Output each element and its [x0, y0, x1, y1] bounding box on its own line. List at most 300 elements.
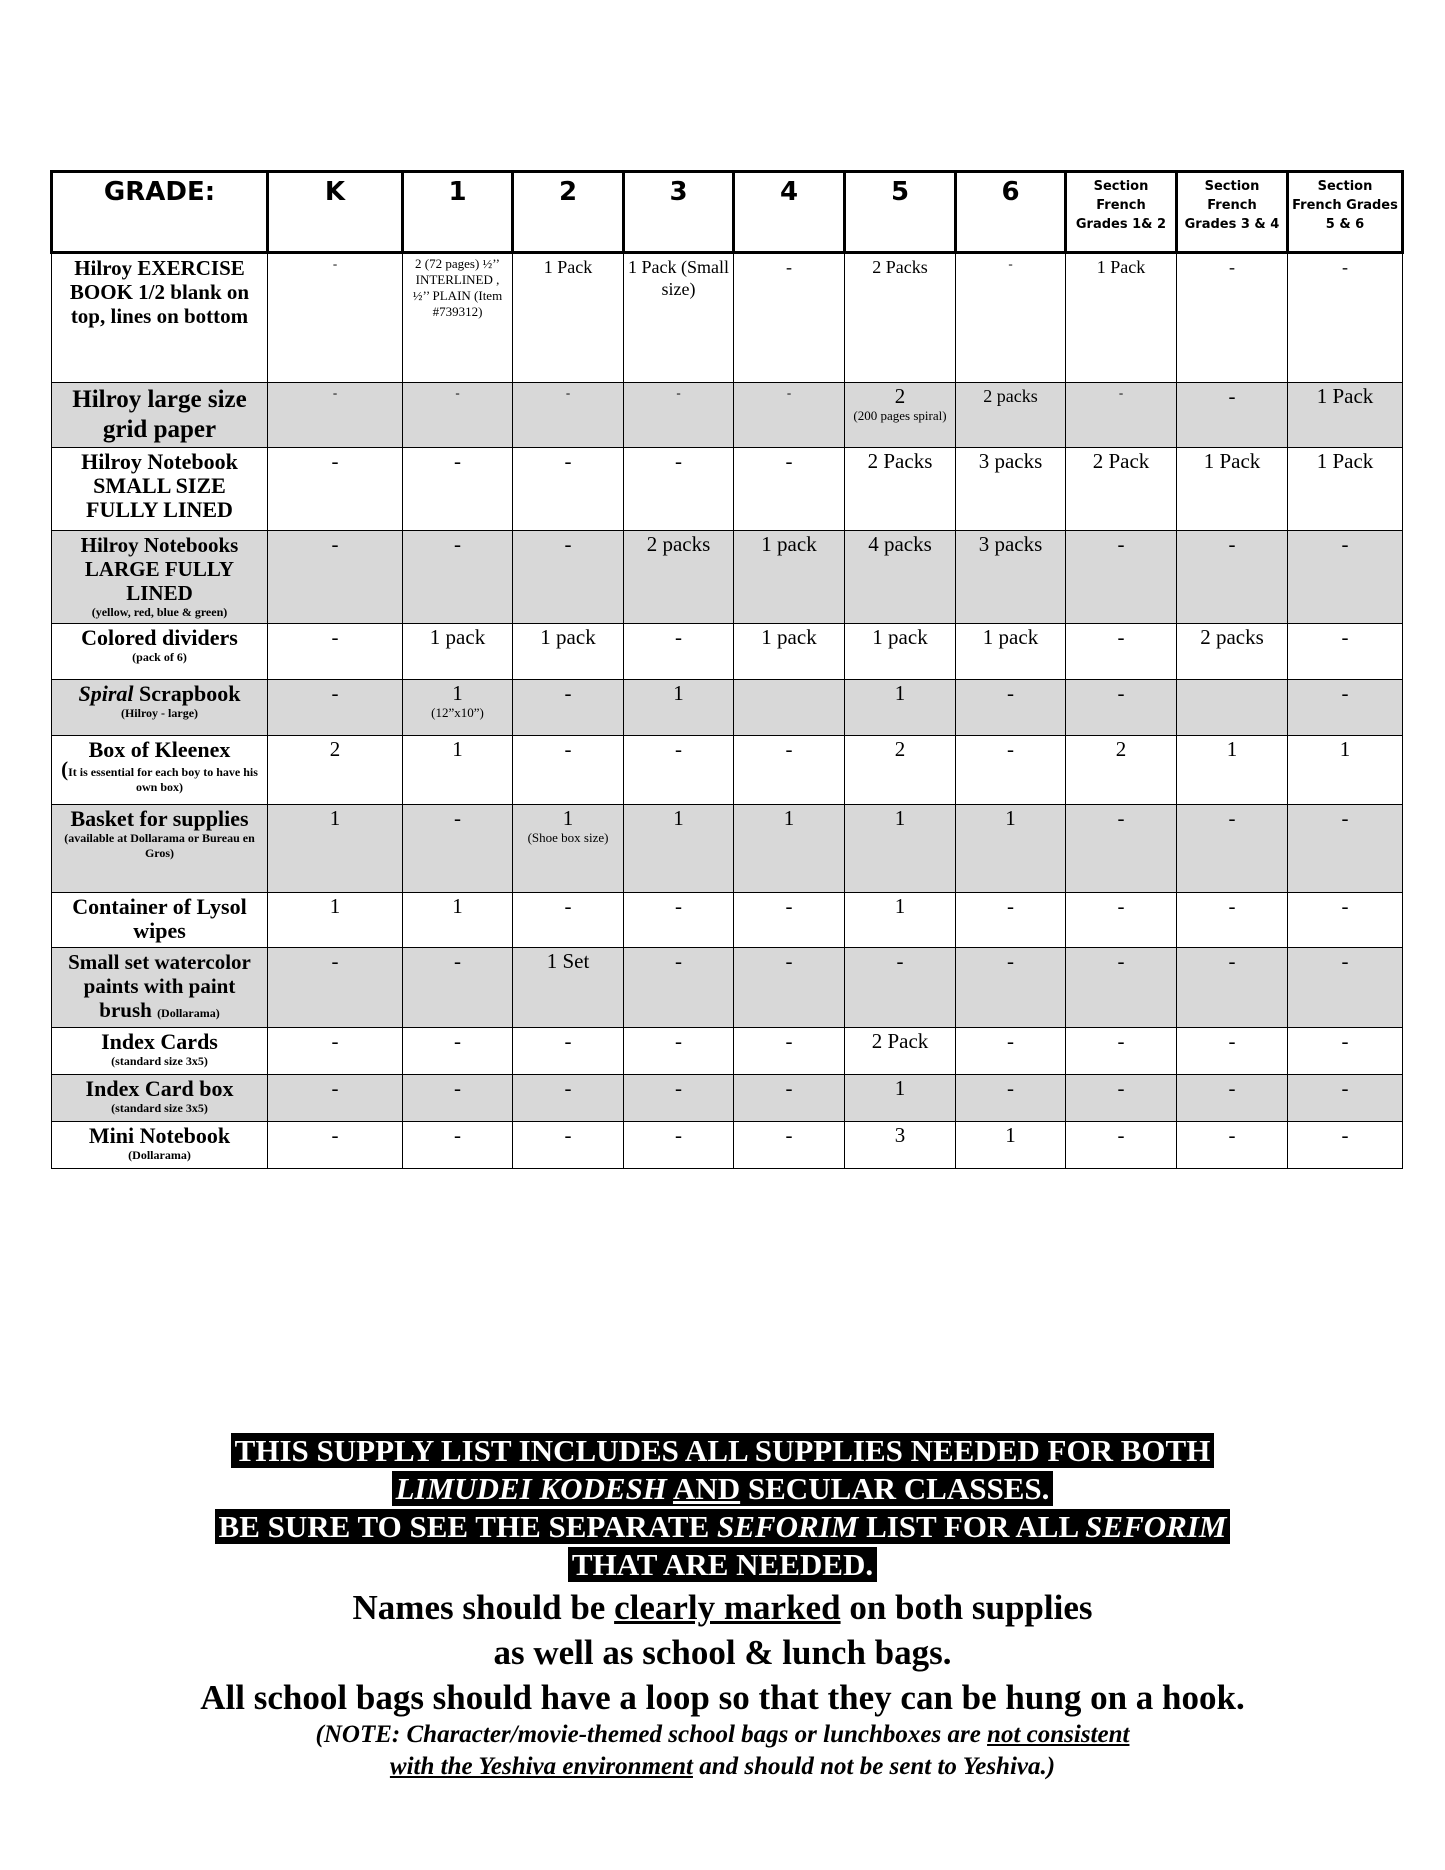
- cell-value: -: [564, 894, 572, 918]
- cell-value: 1 Pack: [1316, 449, 1374, 473]
- cell-value: -: [1341, 1123, 1349, 1147]
- cell: [845, 1075, 956, 1122]
- cell: [845, 383, 956, 448]
- cell: [403, 531, 513, 624]
- cell-note: (12”x10”): [431, 705, 484, 720]
- cell-value: -: [1341, 894, 1349, 918]
- cell-value: -: [785, 1076, 793, 1100]
- item-name-text: Small set watercolor paints with paint brush: [68, 950, 251, 1022]
- cell-value: 2: [894, 737, 906, 761]
- cell-value: -: [454, 449, 461, 473]
- table-row: [52, 680, 1403, 736]
- cell: [624, 805, 734, 893]
- cell-value: 4 packs: [868, 532, 932, 556]
- item-note: (Dollarama): [157, 1006, 220, 1020]
- cell: [1177, 383, 1288, 448]
- header-grade: GRADE:: [52, 172, 268, 253]
- cell: [1066, 1075, 1177, 1122]
- cell-value: 1 pack: [540, 625, 596, 649]
- cell-note: (Shoe box size): [527, 830, 609, 845]
- footer-notice: [0, 1432, 1445, 1783]
- item-name: Colored dividers: [81, 625, 238, 650]
- cell-value: -: [675, 625, 682, 649]
- item-name: [55, 682, 264, 706]
- note-line-2: [0, 1751, 1445, 1783]
- cell-value: -: [675, 737, 682, 761]
- cell: [403, 893, 513, 948]
- cell-value: -: [1342, 257, 1348, 277]
- cell-value: -: [565, 385, 571, 400]
- cell-value: -: [1117, 1029, 1125, 1053]
- item-note: [55, 757, 264, 795]
- cell: [403, 805, 513, 893]
- cell: [956, 736, 1066, 805]
- cell-value: -: [454, 532, 461, 556]
- cell: [403, 948, 513, 1028]
- cell: [624, 253, 734, 383]
- header-french-5-6: Section French Grades 5 & 6: [1288, 172, 1403, 253]
- cell-value: -: [1117, 681, 1125, 705]
- cell: [513, 1028, 624, 1075]
- note-text-rest: and should not be sent to Yeshiva.): [699, 1753, 1056, 1780]
- names-instruction-2: as well as school & lunch bags.: [493, 1633, 952, 1672]
- cell-value: -: [1229, 257, 1235, 277]
- cell-value: -: [675, 1123, 682, 1147]
- cell: [513, 253, 624, 383]
- notice-highlight: [392, 1471, 1054, 1506]
- cell-value: -: [331, 681, 339, 705]
- header-french-1-2: Section French Grades 1& 2: [1066, 172, 1177, 253]
- cell-value: -: [332, 385, 338, 400]
- item-cell: [52, 624, 268, 680]
- cell: [734, 805, 845, 893]
- cell-value: -: [454, 949, 461, 973]
- cell: [403, 253, 513, 383]
- cell: [1177, 448, 1288, 531]
- item-cell: [52, 253, 268, 383]
- cell: [513, 448, 624, 531]
- cell: [624, 893, 734, 948]
- cell: [268, 383, 403, 448]
- cell-value: -: [1007, 681, 1014, 705]
- cell: [956, 1122, 1066, 1169]
- cell: [734, 448, 845, 531]
- cell: [956, 531, 1066, 624]
- cell: [513, 680, 624, 736]
- cell: [624, 736, 734, 805]
- cell-value: -: [454, 1029, 461, 1053]
- notice-line-1: [0, 1432, 1445, 1470]
- cell: [513, 624, 624, 680]
- item-name: Hilroy large size grid paper: [72, 386, 247, 443]
- table-row: [52, 893, 1403, 948]
- cell: [513, 383, 624, 448]
- cell-value: -: [1117, 625, 1125, 649]
- cell: [1288, 253, 1403, 383]
- cell: [1288, 736, 1403, 805]
- item-name-italic: Spiral: [78, 681, 134, 706]
- cell: [1288, 383, 1403, 448]
- cell-value: -: [1117, 949, 1125, 973]
- cell: [1288, 893, 1403, 948]
- cell-value: 1 pack: [761, 532, 817, 556]
- header-k: K: [268, 172, 403, 253]
- cell: [268, 948, 403, 1028]
- cell: [956, 448, 1066, 531]
- cell: [956, 1028, 1066, 1075]
- cell-value: 2 Packs: [872, 257, 928, 277]
- cell-value: -: [786, 257, 792, 277]
- cell-value: -: [896, 949, 904, 973]
- hook-instruction: All school bags should have a loop so that they can be hung on a hook.: [200, 1678, 1245, 1717]
- item-cell: [52, 1122, 268, 1169]
- cell: [403, 680, 513, 736]
- cell: [513, 805, 624, 893]
- cell-value: -: [1341, 1076, 1349, 1100]
- note-line-1: [0, 1719, 1445, 1751]
- table-row: [52, 1075, 1403, 1122]
- item-name: Mini Notebook: [88, 1123, 231, 1148]
- item-name: Container of Lysol wipes: [72, 894, 247, 943]
- not-consistent-text: not consistent: [987, 1721, 1130, 1748]
- cell-value: 2: [1115, 737, 1127, 761]
- cell-value: 1 Pack (Small size): [628, 257, 729, 299]
- cell: [268, 1122, 403, 1169]
- cell: [1177, 736, 1288, 805]
- cell-value: -: [1228, 1029, 1236, 1053]
- cell-value: -: [1228, 894, 1236, 918]
- and-text: AND: [672, 1471, 741, 1506]
- cell-value: -: [454, 1123, 461, 1147]
- table-row: [52, 1028, 1403, 1075]
- cell: [1066, 736, 1177, 805]
- item-cell: [52, 948, 268, 1028]
- table-row: [52, 531, 1403, 624]
- cell-value: -: [676, 385, 681, 400]
- cell: [1288, 1028, 1403, 1075]
- cell-value: -: [1228, 949, 1236, 973]
- cell: [956, 383, 1066, 448]
- header-french-3-4: Section French Grades 3 & 4: [1177, 172, 1288, 253]
- cell-value: 1: [673, 806, 684, 830]
- item-cell: [52, 736, 268, 805]
- cell: [513, 948, 624, 1028]
- cell-value: -: [1007, 1029, 1014, 1053]
- cell: [1066, 624, 1177, 680]
- cell: [268, 736, 403, 805]
- cell: [734, 680, 845, 736]
- cell: [845, 531, 956, 624]
- cell: [1288, 624, 1403, 680]
- cell: [845, 1028, 956, 1075]
- cell-value: -: [1341, 532, 1349, 556]
- cell-value: -: [1341, 625, 1349, 649]
- header-grade-6: 6: [956, 172, 1066, 253]
- cell: [845, 736, 956, 805]
- item-cell: [52, 531, 268, 624]
- clearly-marked-text: clearly marked: [614, 1588, 841, 1627]
- item-name-rest: Scrapbook: [139, 681, 241, 706]
- cell-value: -: [1008, 256, 1013, 271]
- cell: [1177, 680, 1288, 736]
- cell: [1066, 948, 1177, 1028]
- item-note: (standard size 3x5): [111, 1054, 208, 1068]
- cell-value: 1: [673, 681, 684, 705]
- cell: [956, 805, 1066, 893]
- secular-classes-text: SECULAR CLASSES.: [747, 1471, 1050, 1506]
- table-row: [52, 1122, 1403, 1169]
- cell: [268, 448, 403, 531]
- cell: [734, 1028, 845, 1075]
- notice-line-3: [0, 1508, 1445, 1546]
- cell-value: -: [1007, 1076, 1014, 1100]
- cell-value: 1 pack: [761, 625, 817, 649]
- cell: [624, 383, 734, 448]
- cell-value: -: [455, 385, 460, 400]
- item-note: (yellow, red, blue & green): [91, 605, 228, 619]
- item-name: Box of Kleenex: [88, 737, 231, 762]
- cell-value: -: [1341, 949, 1349, 973]
- cell-value: 3 packs: [978, 449, 1043, 473]
- cell: [1288, 448, 1403, 531]
- cell: [845, 805, 956, 893]
- item-note: (available at Dollarama or Bureau en Gros): [64, 831, 255, 860]
- cell: [268, 624, 403, 680]
- header-row: [52, 172, 1403, 253]
- cell: [956, 680, 1066, 736]
- cell: [403, 1122, 513, 1169]
- cell-value: -: [786, 385, 792, 400]
- cell: [268, 1075, 403, 1122]
- cell-value: -: [454, 806, 461, 830]
- cell: [734, 948, 845, 1028]
- cell-value: 1: [783, 806, 795, 830]
- cell: [734, 1075, 845, 1122]
- cell: [1066, 383, 1177, 448]
- header-grade-1: 1: [403, 172, 513, 253]
- cell-value: -: [1007, 949, 1014, 973]
- header-grade-4: 4: [734, 172, 845, 253]
- item-cell: [52, 1075, 268, 1122]
- cell-value: 1: [329, 894, 341, 918]
- see-separate-text: BE SURE TO SEE THE SEPARATE: [218, 1509, 710, 1544]
- cell: [624, 680, 734, 736]
- cell-value: -: [1341, 806, 1349, 830]
- cell-value: 1: [452, 894, 463, 918]
- cell: [845, 680, 956, 736]
- cell: [1177, 624, 1288, 680]
- cell-note: (200 pages spiral): [853, 408, 947, 423]
- cell: [624, 624, 734, 680]
- cell-value: 3: [894, 1123, 906, 1147]
- cell-value: -: [1228, 1123, 1236, 1147]
- cell: [403, 448, 513, 531]
- cell-value: 2: [329, 737, 341, 761]
- cell: [956, 253, 1066, 383]
- cell-value: 1: [1005, 806, 1016, 830]
- item-cell: [52, 680, 268, 736]
- cell-value: -: [331, 949, 339, 973]
- cell-value: -: [1117, 1076, 1125, 1100]
- cell: [956, 948, 1066, 1028]
- cell: [1288, 805, 1403, 893]
- table-row: [52, 624, 1403, 680]
- cell-value: -: [675, 949, 682, 973]
- cell: [403, 1075, 513, 1122]
- cell: [734, 736, 845, 805]
- cell-value: 1: [894, 1076, 906, 1100]
- cell-value: -: [1228, 532, 1236, 556]
- cell: [845, 893, 956, 948]
- cell-value: 1 pack: [982, 625, 1039, 649]
- cell-value: -: [564, 1029, 572, 1053]
- cell: [403, 736, 513, 805]
- header-grade-5: 5: [845, 172, 956, 253]
- cell-value: 2 Pack: [871, 1029, 929, 1053]
- cell: [845, 1122, 956, 1169]
- cell-value: 2 Pack: [1092, 449, 1150, 473]
- cell-value: -: [785, 737, 793, 761]
- cell-value: -: [1117, 806, 1125, 830]
- cell-value: 2 packs: [983, 386, 1038, 406]
- yeshiva-environment-text: with the Yeshiva environment: [389, 1753, 693, 1780]
- cell-value: -: [564, 681, 572, 705]
- cell: [1066, 893, 1177, 948]
- cell: [845, 624, 956, 680]
- cell: [734, 383, 845, 448]
- item-cell: [52, 805, 268, 893]
- note-text: (NOTE: Character/movie-themed school bags or lunchboxes are: [315, 1721, 981, 1748]
- cell-value: -: [1341, 681, 1349, 705]
- cell-value: -: [331, 1076, 339, 1100]
- cell-value: -: [785, 449, 793, 473]
- cell: [956, 1075, 1066, 1122]
- cell-value: 1: [452, 737, 463, 761]
- item-cell: [52, 383, 268, 448]
- cell: [268, 680, 403, 736]
- cell-value: -: [564, 532, 572, 556]
- cell: [1066, 253, 1177, 383]
- cell: [624, 1122, 734, 1169]
- cell-value: -: [331, 625, 339, 649]
- cell: [956, 624, 1066, 680]
- seforim-text: SEFORIM: [1085, 1509, 1227, 1544]
- cell: [734, 624, 845, 680]
- cell: [624, 448, 734, 531]
- item-name: [55, 950, 264, 1025]
- notice-highlight: THIS SUPPLY LIST INCLUDES ALL SUPPLIES NEEDED FOR BOTH: [231, 1433, 1215, 1468]
- cell: [624, 531, 734, 624]
- cell: [734, 531, 845, 624]
- item-cell: [52, 448, 268, 531]
- cell: [1066, 680, 1177, 736]
- item-cell: [52, 1028, 268, 1075]
- names-instruction-1: [0, 1586, 1445, 1629]
- table-row: [52, 448, 1403, 531]
- cell-value: -: [331, 449, 339, 473]
- cell: [268, 531, 403, 624]
- cell-value: -: [1341, 1029, 1349, 1053]
- cell: [734, 893, 845, 948]
- cell: [1066, 448, 1177, 531]
- names-text-rest: on both supplies: [849, 1588, 1093, 1627]
- cell-value: -: [454, 1076, 461, 1100]
- cell-value: -: [331, 532, 339, 556]
- cell: [624, 948, 734, 1028]
- item-note: (standard size 3x5): [111, 1101, 208, 1115]
- table-row: [52, 736, 1403, 805]
- table-row: [52, 805, 1403, 893]
- cell-value: -: [1228, 384, 1236, 408]
- names-text: Names should be: [352, 1588, 606, 1627]
- cell-value: -: [564, 1123, 572, 1147]
- item-cell: [52, 893, 268, 948]
- cell: [1177, 893, 1288, 948]
- cell: [268, 1028, 403, 1075]
- cell: [1066, 531, 1177, 624]
- cell-value: -: [564, 737, 572, 761]
- cell: [513, 531, 624, 624]
- cell: [513, 1122, 624, 1169]
- cell-value: 2 (72 pages) ½’’ INTERLINED , ½’’ PLAIN (Item #739312): [412, 256, 503, 319]
- cell-value: -: [331, 1029, 339, 1053]
- cell-value: 1 Pack: [1316, 384, 1374, 408]
- cell-value: -: [675, 1076, 682, 1100]
- cell: [1066, 1122, 1177, 1169]
- cell-value: -: [785, 949, 793, 973]
- cell-value: 2 packs: [1200, 625, 1264, 649]
- cell: [513, 893, 624, 948]
- cell: [1288, 1075, 1403, 1122]
- cell-value: 1: [329, 806, 341, 830]
- cell-value: -: [1228, 1076, 1236, 1100]
- cell-value: -: [332, 256, 338, 271]
- cell-value: -: [785, 894, 793, 918]
- cell-value: 1: [562, 806, 574, 830]
- item-name: Basket for supplies: [70, 806, 249, 831]
- cell: [1177, 805, 1288, 893]
- note-paren: (: [61, 757, 69, 781]
- cell-value: 1 Set: [546, 949, 590, 973]
- cell: [1177, 253, 1288, 383]
- cell-value: 1: [894, 806, 906, 830]
- cell: [1177, 531, 1288, 624]
- item-name: Hilroy Notebooks LARGE FULLY LINED: [80, 533, 239, 605]
- cell: [624, 1028, 734, 1075]
- cell-value: 1 pack: [429, 625, 486, 649]
- notice-line-4: [0, 1546, 1445, 1584]
- cell: [845, 948, 956, 1028]
- cell: [1066, 805, 1177, 893]
- cell-value: 1 Pack: [543, 257, 593, 277]
- cell: [1288, 680, 1403, 736]
- table-row: [52, 383, 1403, 448]
- cell: [734, 253, 845, 383]
- item-name: Index Card box: [85, 1076, 234, 1101]
- cell: [956, 893, 1066, 948]
- cell: [1288, 948, 1403, 1028]
- item-name: Index Cards: [101, 1029, 218, 1054]
- item-name: Hilroy Notebook SMALL SIZE FULLY LINED: [81, 449, 238, 522]
- cell-value: 3 packs: [978, 532, 1043, 556]
- cell: [624, 1075, 734, 1122]
- cell-value: 1 Pack: [1203, 449, 1261, 473]
- item-note: (Dollarama): [128, 1148, 191, 1162]
- cell-value: -: [675, 1029, 682, 1053]
- notice-line-2: [0, 1470, 1445, 1508]
- cell-value: -: [785, 1029, 793, 1053]
- cell: [513, 736, 624, 805]
